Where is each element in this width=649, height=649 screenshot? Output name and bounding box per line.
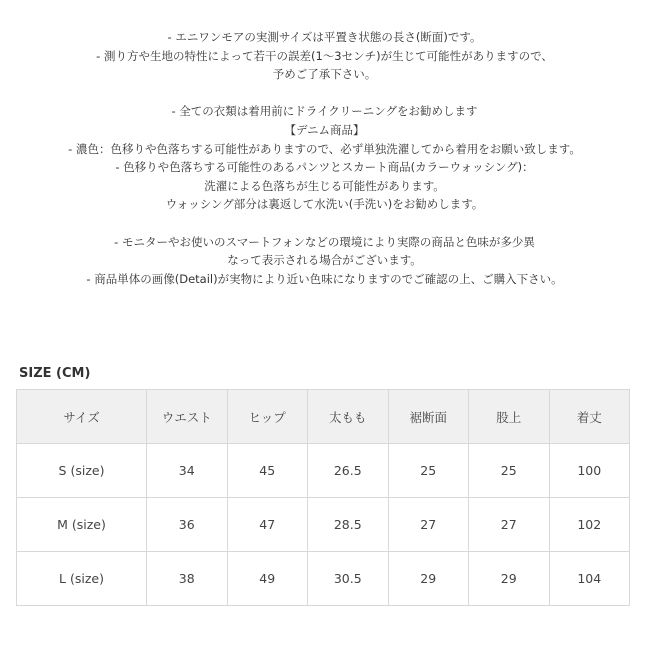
product-notes [0, 28, 649, 288]
table-cell: 47 [227, 498, 308, 552]
table-cell: 104 [549, 552, 630, 606]
size-table [16, 389, 630, 606]
note-spacer [0, 84, 649, 103]
table-cell: M (size) [17, 498, 147, 552]
table-cell: 28.5 [308, 498, 389, 552]
table-cell: 49 [227, 552, 308, 606]
header-rise: 股上 [469, 390, 550, 444]
table-cell: 36 [147, 498, 228, 552]
note-line: なって表示される場合がございます。 [227, 253, 422, 268]
header-thigh: 太もも [308, 390, 389, 444]
table-cell: 30.5 [308, 552, 389, 606]
table-header-row [17, 390, 630, 444]
table-cell: 27 [469, 498, 550, 552]
note-line: - 商品単体の画像(Detail)が実物により近い色味になりますのでご確認の上、ご購入下さい。 [86, 271, 563, 286]
note-line: - 全ての衣類は着用前にドライクリーニングをお勧めします [171, 104, 478, 119]
header-hip: ヒップ [227, 390, 308, 444]
table-cell: 25 [388, 444, 469, 498]
table-cell: S (size) [17, 444, 147, 498]
header-size: サイズ [17, 390, 147, 444]
note-line: ウォッシング部分は裏返して水洗い(手洗い)をお勧めします。 [165, 197, 484, 212]
table-cell: 34 [147, 444, 228, 498]
note-line: - エニワンモアの実測サイズは平置き状態の長さ(断面)です。 [167, 30, 482, 44]
table-cell: 27 [388, 498, 469, 552]
note-line: 洗濯による色落ちが生じる可能性があります。 [204, 178, 445, 193]
table-row [17, 552, 630, 606]
table-row [17, 444, 630, 498]
note-spacer [0, 214, 649, 233]
table-cell: 26.5 [308, 444, 389, 498]
table-cell: 38 [147, 552, 228, 606]
note-line: - 測り方や生地の特性によって若干の誤差(1〜3センチ)が生じて可能性がありますので、 [96, 48, 553, 63]
header-hem: 裾断面 [388, 390, 469, 444]
note-line: - モニターやお使いのスマートフォンなどの環境により実際の商品と色味が多少異 [114, 234, 535, 249]
note-line: 予めご了承下さい。 [272, 67, 377, 82]
header-waist: ウエスト [147, 390, 228, 444]
table-cell: 45 [227, 444, 308, 498]
table-cell: 25 [469, 444, 550, 498]
table-cell: L (size) [17, 552, 147, 606]
note-heading-denim: 【デニム商品】 [284, 122, 365, 137]
table-cell: 102 [549, 498, 630, 552]
note-line: - 色移りや色落ちする可能性のあるパンツとスカート商品(カラーウォッシング)： [115, 160, 534, 175]
table-cell: 29 [469, 552, 550, 606]
table-cell: 29 [388, 552, 469, 606]
note-line: - 濃色：色移りや色落ちする可能性がありますので、必ず単独洗濯してから着用をお願い致します。 [68, 141, 581, 156]
header-length: 着丈 [549, 390, 630, 444]
table-row [17, 498, 630, 552]
size-table-title: SIZE (CM) [19, 366, 91, 381]
table-cell: 100 [549, 444, 630, 498]
